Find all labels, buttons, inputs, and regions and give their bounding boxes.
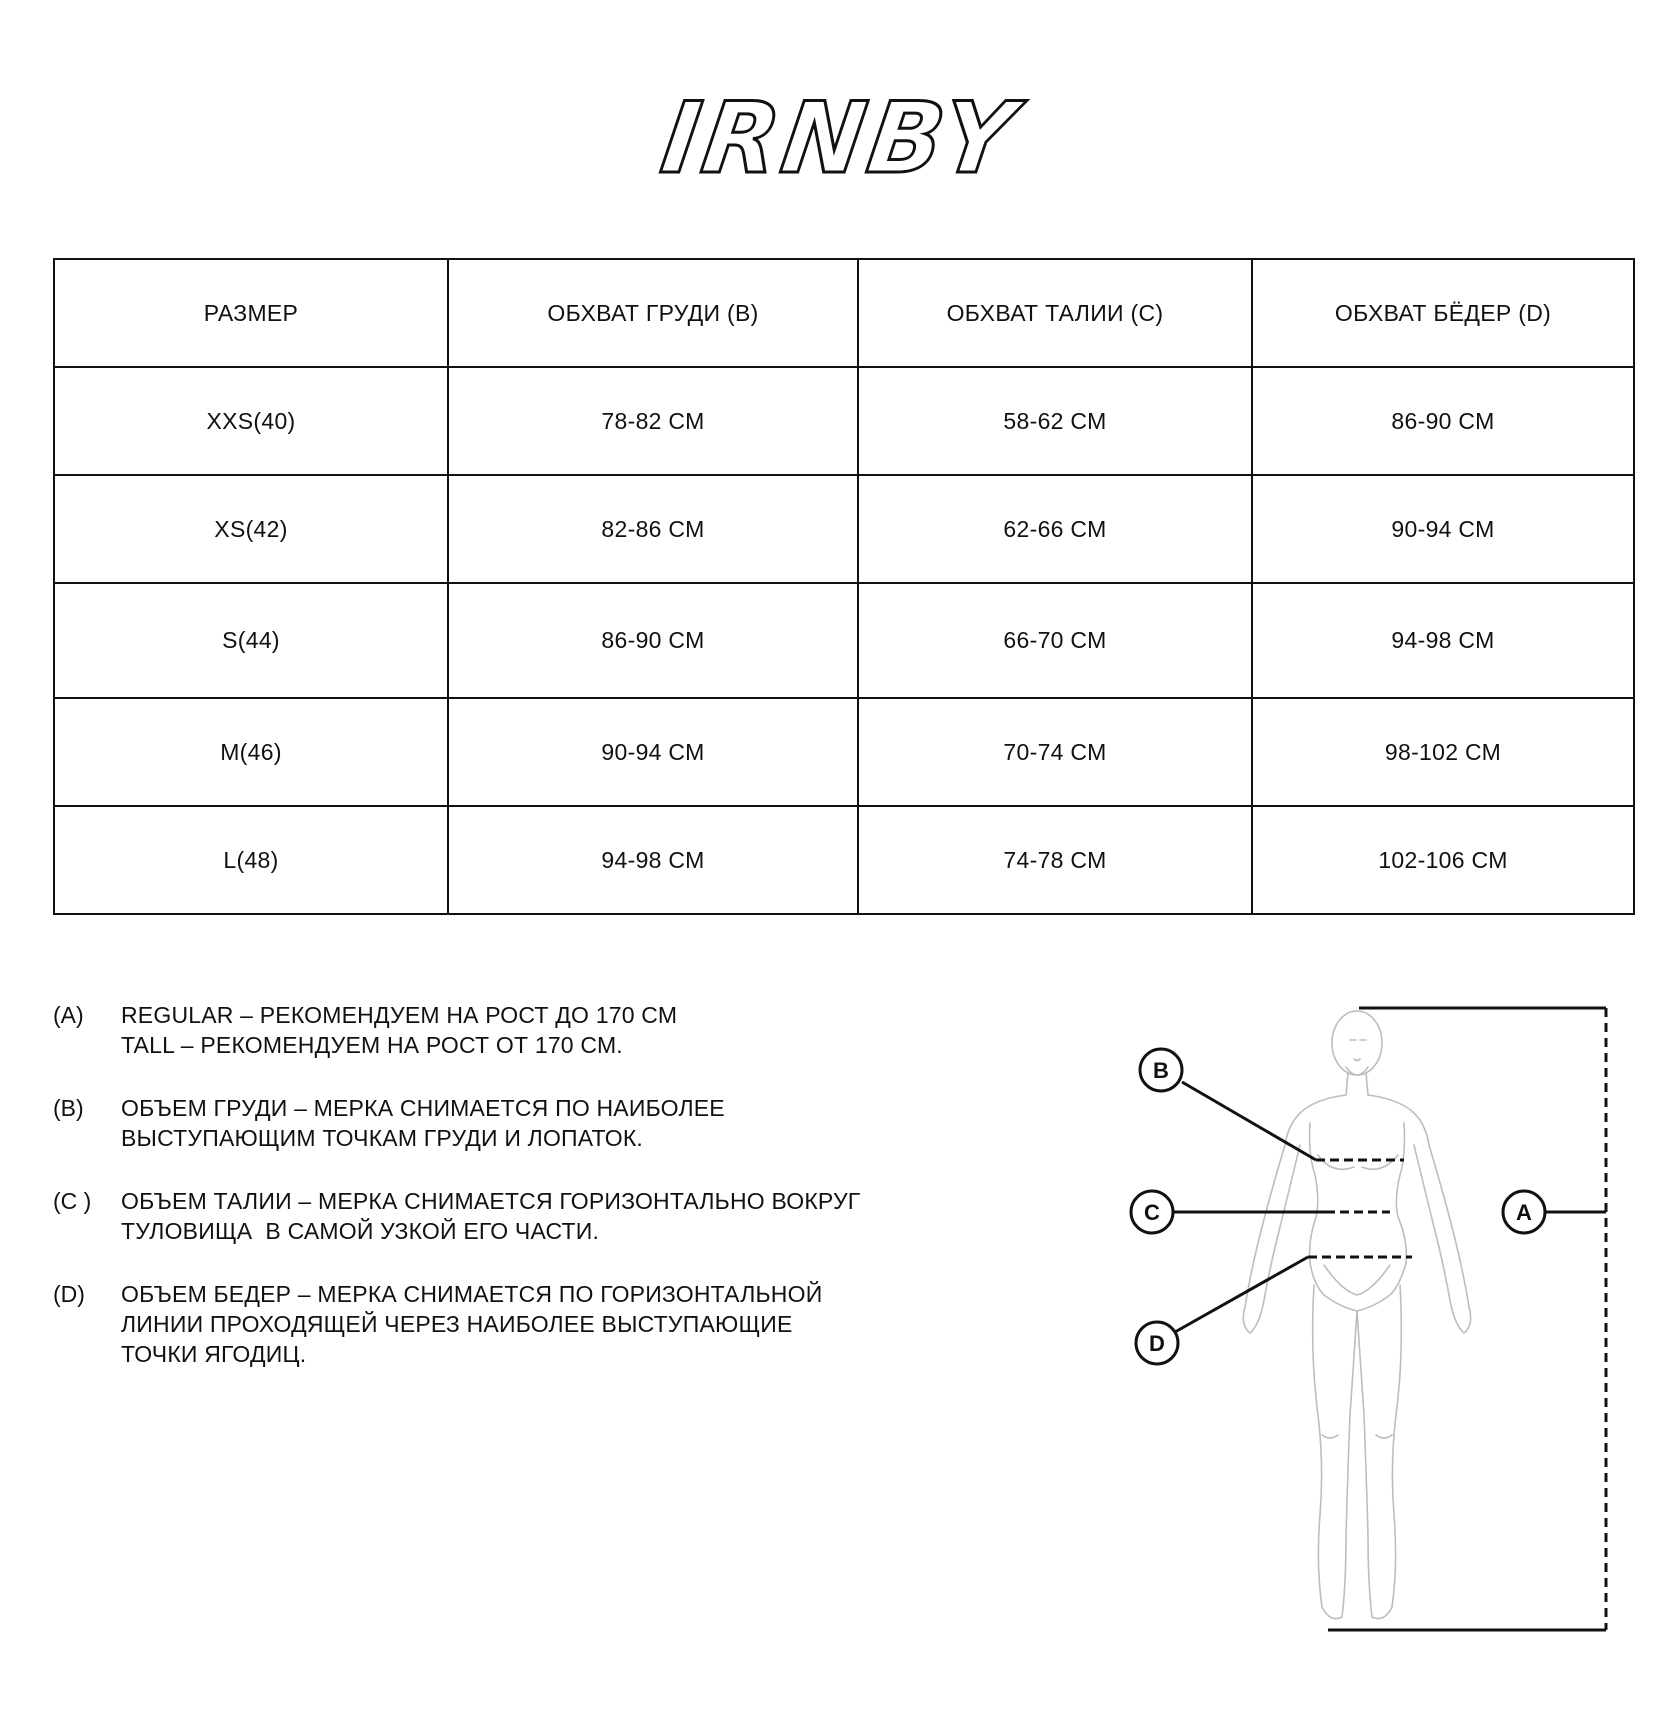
note-a	[53, 1000, 953, 1060]
cell-waist: 66-70 СМ	[858, 583, 1252, 698]
cell-chest: 90-94 СМ	[448, 698, 858, 806]
note-text	[121, 1279, 822, 1369]
cell-chest: 82-86 СМ	[448, 475, 858, 583]
note-text	[121, 1000, 677, 1060]
table-row	[54, 806, 1634, 914]
table-row	[54, 583, 1634, 698]
note-line: ОБЪЕМ БЕДЕР – МЕРКА СНИМАЕТСЯ ПО ГОРИЗОНТАЛЬНОЙ	[121, 1281, 823, 1307]
note-line: ЛИНИИ ПРОХОДЯЩЕЙ ЧЕРЕЗ НАИБОЛЕЕ ВЫСТУПАЮЩИЕ	[121, 1311, 793, 1337]
note-b	[53, 1093, 953, 1153]
cell-waist: 70-74 СМ	[858, 698, 1252, 806]
note-c	[53, 1186, 953, 1246]
label-a	[1503, 1191, 1545, 1233]
label-b-text: B	[1153, 1058, 1169, 1083]
cell-hips: 98-102 СМ	[1252, 698, 1634, 806]
cell-hips: 94-98 СМ	[1252, 583, 1634, 698]
table-row	[54, 367, 1634, 475]
header-size: РАЗМЕР	[54, 259, 448, 367]
cell-size: XXS(40)	[54, 367, 448, 475]
label-c	[1131, 1191, 1173, 1233]
note-line: ТОЧКИ ЯГОДИЦ.	[121, 1341, 307, 1367]
height-indicator	[1328, 1008, 1606, 1630]
cell-hips: 102-106 СМ	[1252, 806, 1634, 914]
label-a-text: A	[1516, 1200, 1532, 1225]
cell-waist: 62-66 СМ	[858, 475, 1252, 583]
label-c-text: C	[1144, 1200, 1160, 1225]
body-silhouette	[1243, 1011, 1470, 1619]
brand-logo	[0, 82, 1680, 196]
header-chest: ОБХВАТ ГРУДИ (B)	[448, 259, 858, 367]
table-header-row	[54, 259, 1634, 367]
cell-chest: 86-90 СМ	[448, 583, 858, 698]
header-waist: ОБХВАТ ТАЛИИ (C)	[858, 259, 1252, 367]
cell-waist: 74-78 СМ	[858, 806, 1252, 914]
cell-chest: 78-82 СМ	[448, 367, 858, 475]
label-d-text: D	[1149, 1331, 1165, 1356]
measurement-figure	[1110, 995, 1650, 1645]
note-letter: (A)	[53, 1002, 84, 1028]
note-line: ВЫСТУПАЮЩИМ ТОЧКАМ ГРУДИ И ЛОПАТОК.	[121, 1125, 644, 1151]
note-letter: (D)	[53, 1281, 85, 1307]
table-row	[54, 475, 1634, 583]
size-table	[53, 258, 1635, 915]
cell-size: L(48)	[54, 806, 448, 914]
brand-logo-text: IRNBY	[654, 82, 1026, 196]
table-row	[54, 698, 1634, 806]
note-letter: (B)	[53, 1095, 84, 1121]
hips-indicator	[1175, 1257, 1412, 1332]
note-letter: (C )	[53, 1188, 92, 1214]
label-d	[1136, 1322, 1178, 1364]
header-hips: ОБХВАТ БЁДЕР (D)	[1252, 259, 1634, 367]
note-line: ОБЪЕМ ТАЛИИ – МЕРКА СНИМАЕТСЯ ГОРИЗОНТАЛЬНО ВОКРУГ	[121, 1188, 861, 1214]
cell-size: XS(42)	[54, 475, 448, 583]
note-line: REGULAR – РЕКОМЕНДУЕМ НА РОСТ ДО 170 СМ	[121, 1002, 678, 1028]
note-text	[121, 1186, 860, 1246]
label-b	[1140, 1049, 1182, 1091]
note-line: ТУЛОВИЩА В САМОЙ УЗКОЙ ЕГО ЧАСТИ.	[121, 1218, 600, 1244]
cell-hips: 90-94 СМ	[1252, 475, 1634, 583]
cell-hips: 86-90 СМ	[1252, 367, 1634, 475]
note-text	[121, 1093, 725, 1153]
note-d	[53, 1279, 953, 1369]
cell-size: S(44)	[54, 583, 448, 698]
cell-waist: 58-62 СМ	[858, 367, 1252, 475]
measurement-notes	[53, 1000, 953, 1402]
cell-size: M(46)	[54, 698, 448, 806]
cell-chest: 94-98 СМ	[448, 806, 858, 914]
note-line: TALL – РЕКОМЕНДУЕМ НА РОСТ ОТ 170 СМ.	[121, 1032, 623, 1058]
note-line: ОБЪЕМ ГРУДИ – МЕРКА СНИМАЕТСЯ ПО НАИБОЛЕЕ	[121, 1095, 725, 1121]
